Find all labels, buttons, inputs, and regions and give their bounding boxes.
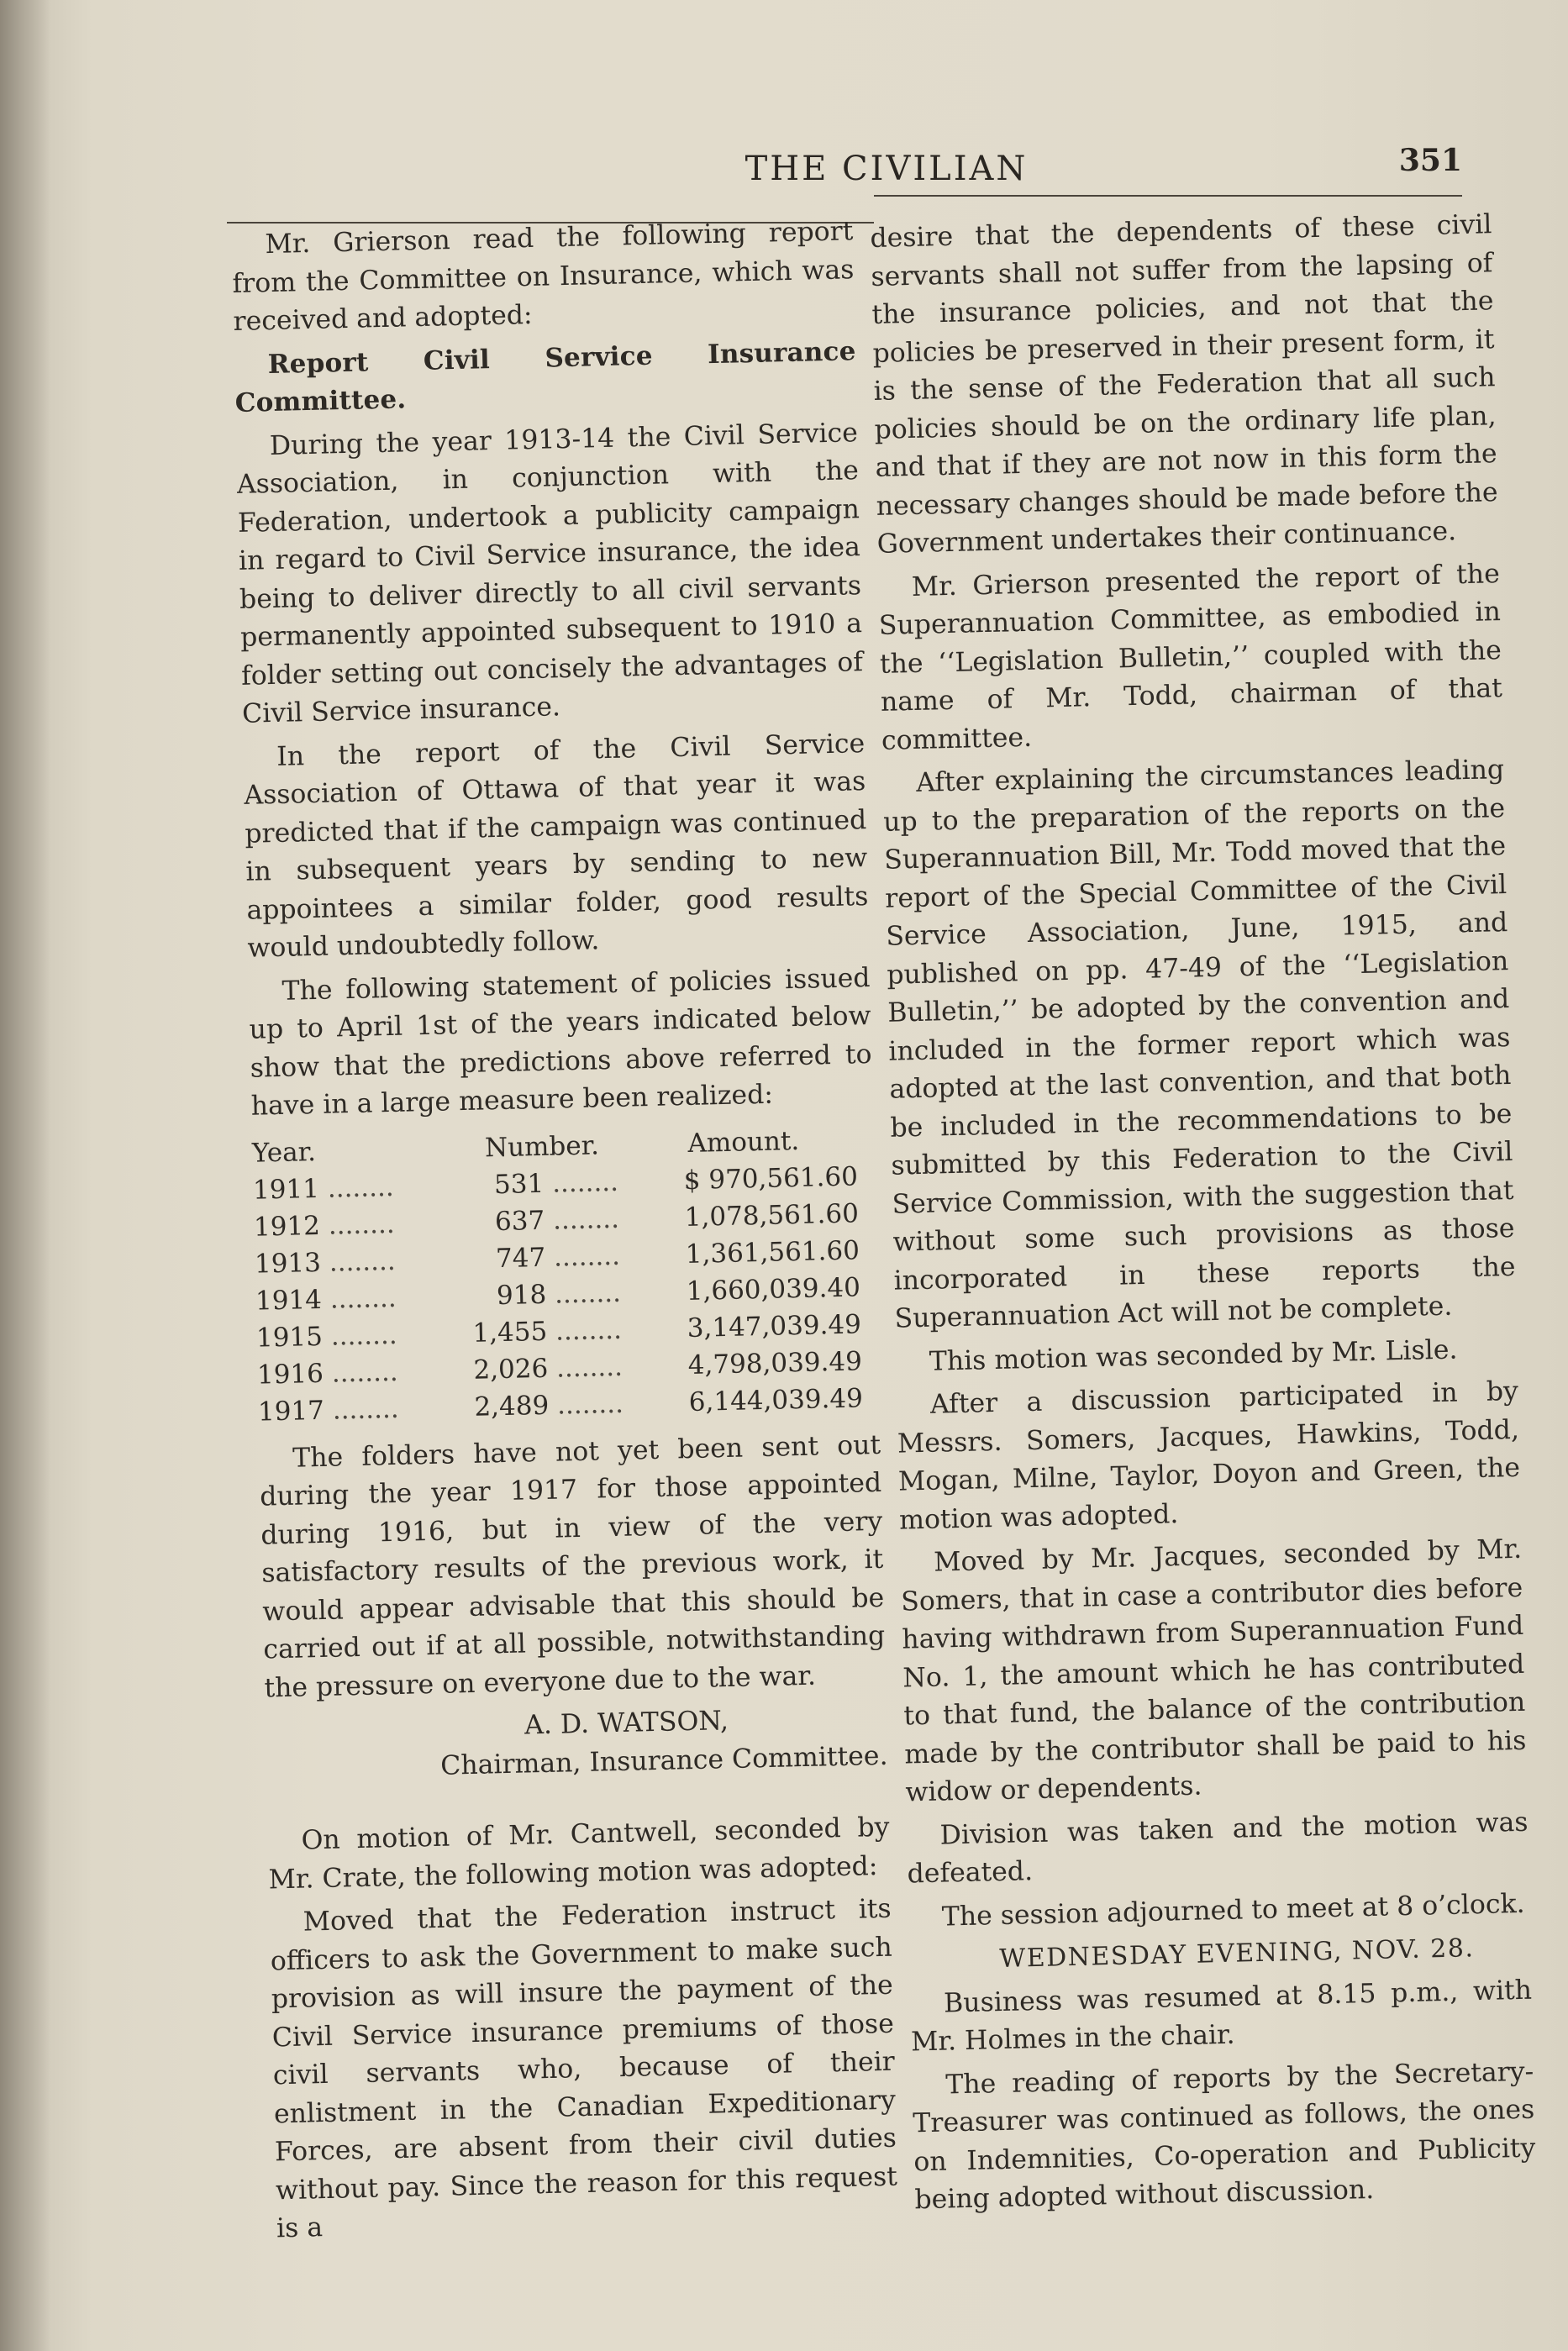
page-number: 351 <box>1398 143 1462 178</box>
table-cell-amount: 3,147,039.49 <box>687 1308 862 1344</box>
paragraph: In the report of the Civil Service Association of Ottawa of that year it was predicted that if the campaign was continued in subsequent years by sending to new appointees a similar folder, good results would undoubtedly follow. <box>243 728 869 964</box>
number-value: 2,489 <box>474 1390 550 1423</box>
paragraph: After a discussion participated in by Messrs. Somers, Jacques, Hawkins, Todd, Mogan, Milne, Taylor, Doyon and Green, the motion was adopted. <box>897 1375 1521 1536</box>
policies-table <box>252 1120 881 1430</box>
paragraph: Business was resumed at 8.15 p.m., with Mr. Holmes in the chair. <box>910 1975 1533 2058</box>
table-cell-year <box>256 1315 450 1356</box>
table-header-year: Year. <box>251 1136 317 1169</box>
binding-shadow <box>0 0 50 2351</box>
year-value: 1913 <box>254 1247 322 1280</box>
signature-title: Chairman, Insurance Committee. <box>439 1740 888 1781</box>
table-cell-amount: 1,660,039.40 <box>686 1271 861 1307</box>
dot-leader: ........ <box>552 1203 620 1236</box>
table-header-amount: Amount. <box>687 1125 800 1159</box>
dot-leader: ........ <box>553 1240 621 1273</box>
table-body <box>253 1157 881 1430</box>
dot-leader: ........ <box>556 1388 624 1421</box>
header-rule-right <box>874 195 1462 197</box>
page-header <box>227 134 1462 202</box>
year-value: 1915 <box>255 1321 324 1354</box>
paragraph: During the year 1913-14 the Civil Service Association, in conjunction with the Federation, undertook a publicity campaign in regard to Civil Service insurance, the idea being to deliver directly to all civil servants permanently appointed subsequent to 1910 a folder setting out concisely the advantages of Civil Service insurance. <box>236 417 864 729</box>
paragraph: Moved that the Federation instruct its officers to ask the Government to make such provision as will insure the payment of the Civil Service insurance premiums of those civil servants who, because of their enlistment in the Canadian Expeditionary Forces, are absent from their civil duties without pay. Since the reason for this request is a <box>270 1893 898 2244</box>
table-cell-year <box>258 1389 452 1430</box>
table-cell-number <box>450 1385 632 1426</box>
year-value: 1911 <box>252 1173 320 1206</box>
right-column <box>870 206 1537 2225</box>
table-cell-amount: 1,078,561.60 <box>684 1197 860 1233</box>
number-value: 1,455 <box>472 1316 548 1349</box>
paragraph: Division was taken and the motion was defeated. <box>907 1807 1529 1890</box>
paragraph: On motion of Mr. Cantwell, seconded by Mr. Crate, the following motion was adopted: <box>268 1812 890 1895</box>
paragraph: The reading of reports by the Secretary-Treasurer was continued as follows, the ones on Indemnities, Co-operation and Publicity being adopted without discussion. <box>913 2056 1536 2216</box>
paragraph: The session adjourned to meet at 8 o’clock. <box>941 1888 1525 1933</box>
table-cell-number <box>447 1237 629 1278</box>
paragraph: The folders have not yet been sent out during the year 1917 for those appointed during 1916, but in view of the very satisfactory results of the previous work, it would appear advisable that this should be carried out if at all possible, notwithstanding the pressure on everyone due to the war. <box>259 1429 886 1704</box>
year-value: 1917 <box>257 1395 325 1428</box>
number-value: 531 <box>493 1168 545 1200</box>
dot-leader: ........ <box>551 1166 619 1199</box>
paragraph: After explaining the circumstances leading up to the preparation of the reports on the Superannuation Bill, Mr. Todd moved that the report of the Special Committee of the Civil Service Association, June, 1915, and published on pp. 47-49 of the ‘‘Legislation Bulletin,’’ be adopted by the convention and included in the former report which was adopted at the last convention, and that both be included in the recommendations to be submitted by this Federation to the Civil Service Commission, with the suggestion that without some such provisions as those incorporated in these reports the Superannuation Act will not be complete. <box>882 755 1516 1334</box>
table-cell-year <box>257 1352 451 1393</box>
dot-leader: ........ <box>327 1171 394 1204</box>
table-header-number: Number. <box>484 1129 600 1163</box>
running-title: THE CIVILIAN <box>745 150 1029 188</box>
paragraph: desire that the dependents of these civil servants shall not suffer from the lapsing of the insurance policies, and not that the policies be preserved in their present form, it is the sense of the Federation that all such policies should be on the ordinary life plan, and that if they are not now in this form the necessary changes should be made before the Government undertakes their continuance. <box>870 209 1498 560</box>
paragraph: Mr. Grierson presented the report of the Superannuation Committee, as embodied in the ‘‘Legislation Bulletin,’’ coupled with the name of Mr. Todd, chairman of that committee. <box>878 558 1503 756</box>
dot-leader: ........ <box>329 1282 397 1315</box>
dot-leader: ........ <box>331 1356 398 1389</box>
intro-paragraph: Mr. Grierson read the following report from the Committee on Insurance, which was received and adopted: <box>232 216 855 337</box>
signature-name: A. D. WATSON, <box>524 1706 729 1741</box>
table-cell-year <box>253 1167 447 1208</box>
number-value: 918 <box>496 1279 547 1311</box>
table-cell-number <box>449 1311 630 1352</box>
table-cell-year <box>255 1278 450 1319</box>
table-cell-amount: $ 970,561.60 <box>683 1160 859 1196</box>
dot-leader: ........ <box>329 1245 396 1278</box>
dot-leader: ........ <box>555 1314 623 1347</box>
table-cell-number <box>450 1348 631 1389</box>
year-value: 1914 <box>255 1284 323 1317</box>
table-cell-number <box>448 1274 629 1315</box>
number-value: 2,026 <box>473 1353 549 1386</box>
table-cell-amount: 4,798,039.49 <box>687 1345 863 1381</box>
table-cell-year <box>255 1241 449 1282</box>
left-column <box>231 213 899 2254</box>
year-value: 1916 <box>256 1358 324 1391</box>
dot-leader: ........ <box>332 1393 399 1426</box>
number-value: 747 <box>495 1242 546 1274</box>
paragraph: The following statement of policies issued up to April 1st of the years indicated below show that the predictions above referred to have in a large measure been realized: <box>249 962 872 1122</box>
dot-leader: ........ <box>330 1319 397 1352</box>
table-cell-amount: 1,361,561.60 <box>685 1234 860 1270</box>
year-value: 1912 <box>253 1210 321 1243</box>
table-cell-amount: 6,144,039.49 <box>688 1382 864 1417</box>
dot-leader: ........ <box>554 1277 622 1310</box>
dot-leader: ........ <box>555 1351 624 1384</box>
paragraph: Moved by Mr. Jacques, seconded by Mr. Somers, that in case a contributor dies before having withdrawn from Superannuation Fund No. 1, the amount which he has contributed to that fund, the balance of the contribution made by the contributor shall be paid to his widow or dependents. <box>900 1533 1527 1808</box>
dot-leader: ........ <box>328 1208 395 1241</box>
session-heading: WEDNESDAY EVENING, NOV. 28. <box>999 1933 1475 1975</box>
table-cell-year <box>254 1204 448 1245</box>
section-heading: Report Civil Service Insurance Committee. <box>234 335 856 418</box>
table-cell-number <box>446 1200 628 1241</box>
table-cell-number <box>445 1163 627 1204</box>
paragraph: This motion was seconded by Mr. Lisle. <box>929 1333 1458 1377</box>
number-value: 637 <box>494 1205 545 1237</box>
